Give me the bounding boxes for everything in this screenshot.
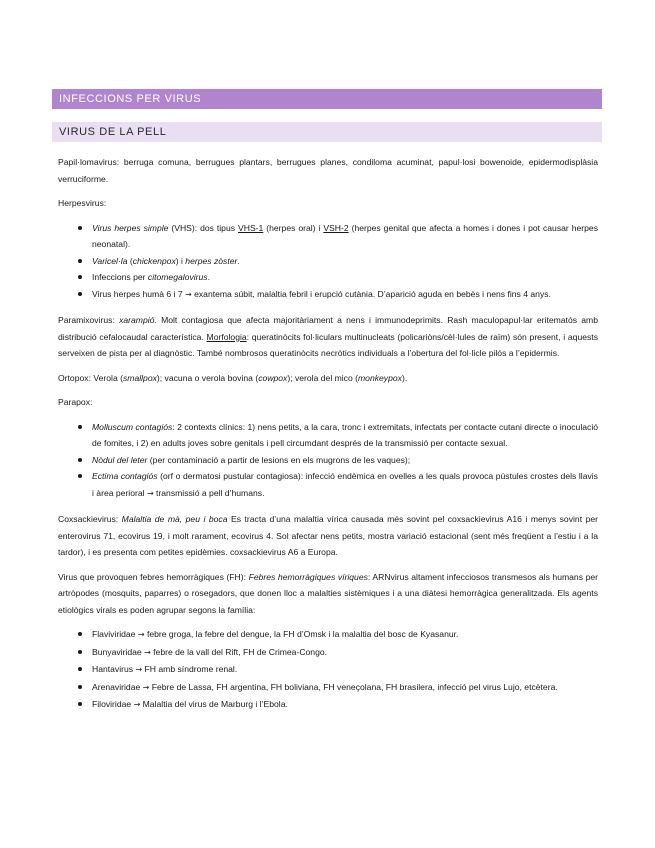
varicella-term: Varicel·la	[92, 255, 128, 266]
coxsackie-term: Coxsackievirus:	[58, 514, 119, 524]
orthopox-term: Ortopox:	[58, 372, 91, 383]
monkeypox-term: monkeypox	[358, 372, 402, 383]
arrow-right-icon: →	[185, 289, 192, 299]
hemorrhagic-term: Virus que provoquen febres hemorràgiques (FH):	[58, 571, 247, 582]
paramyxo-text-2: : queratinòcits fol·liculars multinucleats (policariòns/cèl·lules de raïm) són present, i aquests serveixen de pista per al diagnòstic. També nombrosos queratinòcits necròtics individuals a l’obertura del fol·licle pilós a l’epidermis.	[58, 331, 598, 358]
orthopox-text-3: ); verola del mico (	[287, 372, 359, 383]
arrow-right-icon: →	[142, 682, 150, 692]
list-item-hhv67	[58, 286, 598, 304]
bunya-text: febre de la vall del Rift, FH de Crimea-Congo.	[150, 646, 328, 657]
ectima-text-1: (orf o dermatosi pustular contagiosa): infecció endèmica en ovelles a les quals provoca pústules crostes dels llavis i àrea perioral	[92, 471, 598, 498]
varicella-text-2: ) i	[175, 255, 186, 266]
herpes-heading: Herpesvirus:	[58, 198, 107, 208]
chapter-heading: INFECCIONS PER VIRUS	[52, 89, 602, 109]
list-item-arena	[58, 679, 598, 697]
list-item-molluscum	[58, 419, 598, 452]
list-item-bunya	[58, 644, 598, 662]
cowpox-term: cowpox	[258, 372, 288, 383]
bunya-term: Bunyaviridae	[92, 646, 142, 657]
vhs-text-1: (VHS): dos tipus	[168, 222, 238, 233]
arrow-right-icon: →	[144, 647, 151, 657]
list-item-filo	[58, 696, 598, 714]
hemorrhagic-alt: Febres hemorràgiques víriques	[246, 571, 368, 582]
molluscum-text: : 2 contexts clínics: 1) nens petits, a la cara, tronc i extremitats, infectats per contacte cutani directe o inoculació de fomites, i 2) en adults joves sobre genitals i pell circumdant després de la transmissió per contacte sexual.	[92, 421, 599, 448]
list-item-vhs	[58, 220, 598, 253]
hemorrhagic-text: : ARNvirus altament infecciosos transmesos als humans per artròpodes (mosquits, paparres) o rosegadors, que donen lloc a malalties sistèmiques i a una diàtesi hemorràgica generalitzada. Els agents etiològics virals es poden agrupar segons la família:	[58, 571, 599, 615]
paramyxo-paragraph	[58, 312, 598, 362]
morphology-term: Morfologia	[206, 331, 247, 342]
paramyxo-term: Paramixovirus:	[58, 315, 115, 325]
arrow-right-icon: →	[137, 630, 145, 639]
hemorrhagic-list	[58, 626, 598, 714]
varicella-text-3: .	[237, 255, 240, 266]
paramyxo-alt: xarampió.	[119, 315, 157, 325]
arrow-right-icon: →	[133, 700, 141, 709]
nodul-text: (per contaminació a partir de lesions en els mugrons de les vaques);	[147, 454, 411, 465]
coxsackie-paragraph	[58, 511, 598, 561]
herpes-list	[58, 220, 598, 304]
vhs-text-3: (herpes genital que afecta a homes i dones i pot causar herpes neonatal).	[92, 222, 598, 249]
paramyxo-text-1: Molt contagiosa que afecta majoritàriament a nens i immunodeprimits. Rash maculopapul·lar eritematós amb distribució cefalocaudal característica.	[58, 315, 598, 342]
orthopox-paragraph	[58, 370, 598, 387]
list-item-cmv	[58, 269, 598, 286]
orthopox-text-4: ).	[401, 372, 408, 383]
varicella-alt: chickenpox	[132, 255, 176, 266]
parapox-list	[58, 419, 598, 503]
hhv67-text-1: Virus herpes humà 6 i 7	[92, 288, 185, 299]
filo-term: Filoviridae	[92, 699, 132, 709]
nodul-term: Nòdul del leter	[92, 454, 148, 465]
hhv67-text-2: exantema súbit, malaltia febril i erupció cutània. D’aparició aguda en bebès i nens fins 4 anys.	[191, 288, 551, 299]
cmv-text-2: .	[207, 272, 210, 282]
list-item-flavi	[58, 626, 598, 644]
flavi-text: febre groga, la febre del dengue, la FH d’Omsk i la malaltia del bosc de Kyasanur.	[144, 629, 459, 639]
varicella-text-1: (	[127, 255, 133, 266]
vsh2-term: VSH-2	[323, 222, 349, 233]
vhs-term: Virus herpes simple	[92, 222, 169, 233]
orthopox-text-1: Verola (	[90, 372, 123, 383]
arena-term: Arenaviridae	[92, 681, 141, 692]
papilloma-paragraph	[58, 154, 598, 187]
arrow-right-icon: →	[135, 665, 143, 674]
ectima-term: Ectima contagiós	[92, 471, 158, 481]
hanta-text: FH amb síndrome renal.	[142, 664, 238, 674]
document-body	[58, 154, 598, 723]
cmv-text-1: Infeccions per	[92, 272, 148, 282]
ectima-text-2: transmissió a pell d’humans.	[153, 487, 265, 498]
orthopox-text-2: ); vacuna o verola bovina (	[156, 372, 259, 383]
cmv-term: citomegalovirus	[147, 272, 208, 282]
hemorrhagic-paragraph	[58, 569, 598, 619]
papilloma-term: Papil·lomavirus:	[58, 157, 120, 167]
zoster-term: herpes zòster	[185, 255, 238, 266]
flavi-term: Flaviviridae	[92, 629, 136, 639]
molluscum-term: Molluscum contagiós	[92, 421, 173, 432]
smallpox-term: smallpox	[122, 372, 157, 383]
list-item-hanta	[58, 661, 598, 679]
list-item-nodul	[58, 452, 598, 469]
vhs1-term: VHS-1	[238, 222, 264, 233]
vhs-text-2: (herpes oral) i	[263, 222, 324, 233]
hanta-term: Hantavirus	[92, 664, 134, 674]
papilloma-text: berruga comuna, berrugues plantars, berrugues planes, condiloma acuminat, papul·losi bowenoide, epidermodisplàsia verruciforme.	[58, 157, 598, 184]
arrow-right-icon: →	[146, 488, 154, 498]
section-heading: VIRUS DE LA PELL	[52, 122, 602, 142]
coxsackie-alt: Malaltia de mà, peu i boca	[118, 514, 228, 524]
arena-text: Febre de Lassa, FH argentina, FH boliviana, FH veneçolana, FH brasilera, infecció pel virus Lujo, etcètera.	[149, 681, 558, 692]
parapox-heading: Parapox:	[58, 397, 93, 407]
filo-text: Malaltia del virus de Marburg i l’Ebola.	[140, 699, 288, 709]
list-item-varicella	[58, 253, 598, 270]
list-item-ectima	[58, 468, 598, 502]
coxsackie-text: Es tracta d’una malaltia vírica causada més sovint pel coxsackievirus A16 i menys sovint per enterovirus 71, ecovirus 19, i molt rarament, ecovirus 4. Sol afectar nens petits, mostra variació estacional (sent més freqüent a l’estiu i a la tardor), i es presenta com petites epidèmies. coxsackievirus A6 a Europa.	[58, 514, 598, 557]
